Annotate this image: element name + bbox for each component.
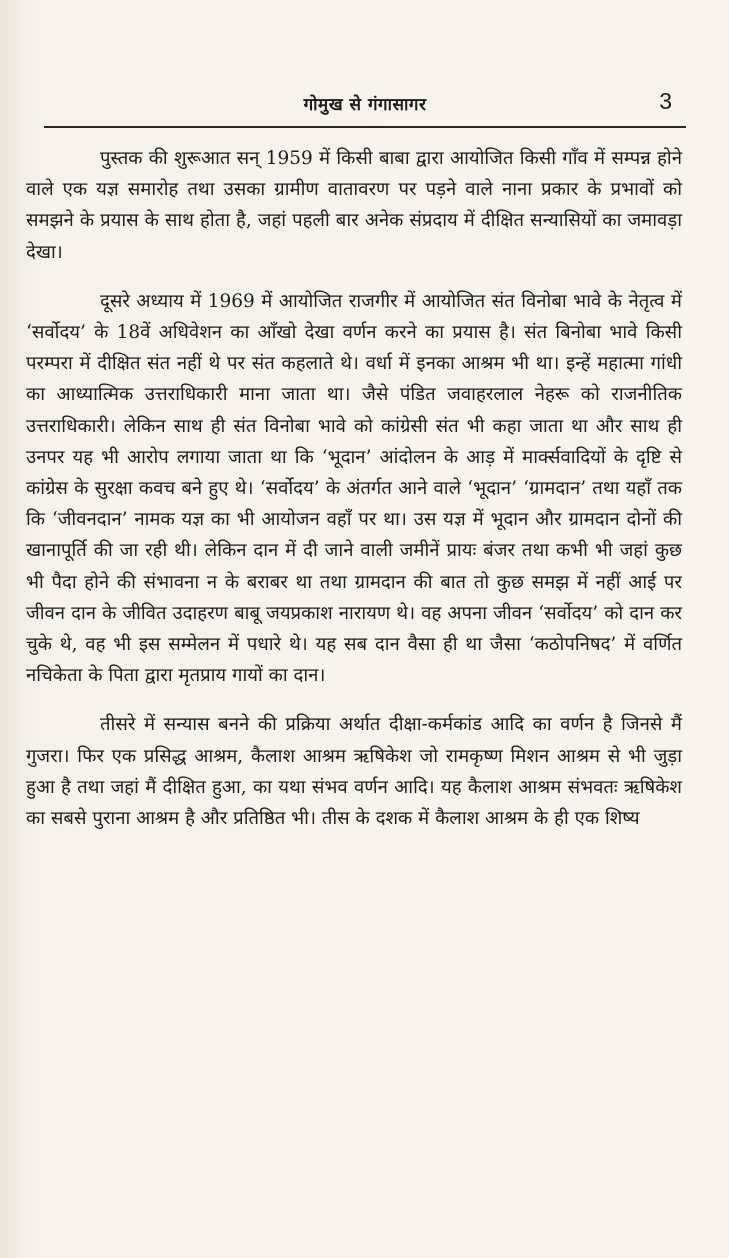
body-text — [26, 143, 682, 852]
page-header — [44, 86, 686, 128]
paragraph-3: तीसरे में सन्यास बनने की प्रक्रिया अर्थात दीक्षा-कर्मकांड आदि का वर्णन है जिनसे मैं गुजरा। फिर एक प्रसिद्ध आश्रम, कैलाश आश्रम ऋषिकेश जो रामकृष्ण मिशन आश्रम से भी जुड़ा हुआ है तथा जहां मैं दीक्षित हुआ, का यथा संभव वर्णन आदि। यह कैलाश आश्रम संभवतः ऋषिकेश का सबसे पुराना आश्रम है और प्रतिष्ठित भी। तीस के दशक में कैलाश आश्रम के ही एक शिष्य — [26, 714, 682, 830]
paragraph-2: दूसरे अध्याय में 1969 में आयोजित राजगीर में आयोजित संत विनोबा भावे के नेतृत्व में ‘सर्वोदय’ के 18वें अधिवेशन का आँखो देखा वर्णन करने का प्रयास है। संत बिनोबा भावे किसी परम्परा में दीक्षित संत नहीं थे पर संत कहलाते थे। वर्धा में इनका आश्रम भी था। इन्हें महात्मा गांधी का आध्यात्मिक उत्तराधिकारी माना जाता था। जैसे पंडित जवाहरलाल नेहरू को राजनीतिक उत्तराधिकारी। लेकिन साथ ही संत विनोबा भावे को कांग्रेसी संत भी कहा जाता था और साथ ही उनपर यह भी आरोप लगाया जाता था कि ‘भूदान’ आंदोलन के आड़ में मार्क्सवादियों के दृष्टि से कांग्रेस के सुरक्षा कवच बने हुए थे। ‘सर्वोदय’ के अंतर्गत आने वाले ‘भूदान’ ‘ग्रामदान’ तथा यहाँ तक कि ‘जीवनदान’ नामक यज्ञ का भी आयोजन वहाँ पर था। उस यज्ञ में भूदान और ग्रामदान दोनों की खानापूर्ति की जा रही थी। लेकिन दान में दी जाने वाली जमीनें प्रायः बंजर तथा कभी भी जहां कुछ भी पैदा होने की संभावना न के बराबर था तथा ग्रामदान की बात तो कुछ समझ में नहीं आई पर जीवन दान के जीवित उदाहरण बाबू जयप्रकाश नारायण थे। वह अपना जीवन ‘सर्वोदय’ को दान कर चुके थे, वह भी इस सम्मेलन में पधारे थे। यह सब दान वैसा ही था जैसा ‘कठोपनिषद’ में वर्णित नचिकेता के पिता द्वारा मृतप्राय गायों का दान। — [26, 290, 682, 687]
page-number: 3 — [659, 88, 672, 114]
paragraph-1: पुस्तक की शुरूआत सन् 1959 में किसी बाबा द्वारा आयोजित किसी गाँव में सम्पन्न होने वाले एक यज्ञ समारोह तथा उसका ग्रामीण वातावरण पर पड़ने वाले नाना प्रकार के प्रभावों को समझने के प्रयास के साथ होता है, जहां पहली बार अनेक संप्रदाय में दीक्षित सन्यासियों का जमावड़ा देखा। — [26, 148, 682, 263]
running-title: गोमुख से गंगासागर — [303, 95, 427, 115]
